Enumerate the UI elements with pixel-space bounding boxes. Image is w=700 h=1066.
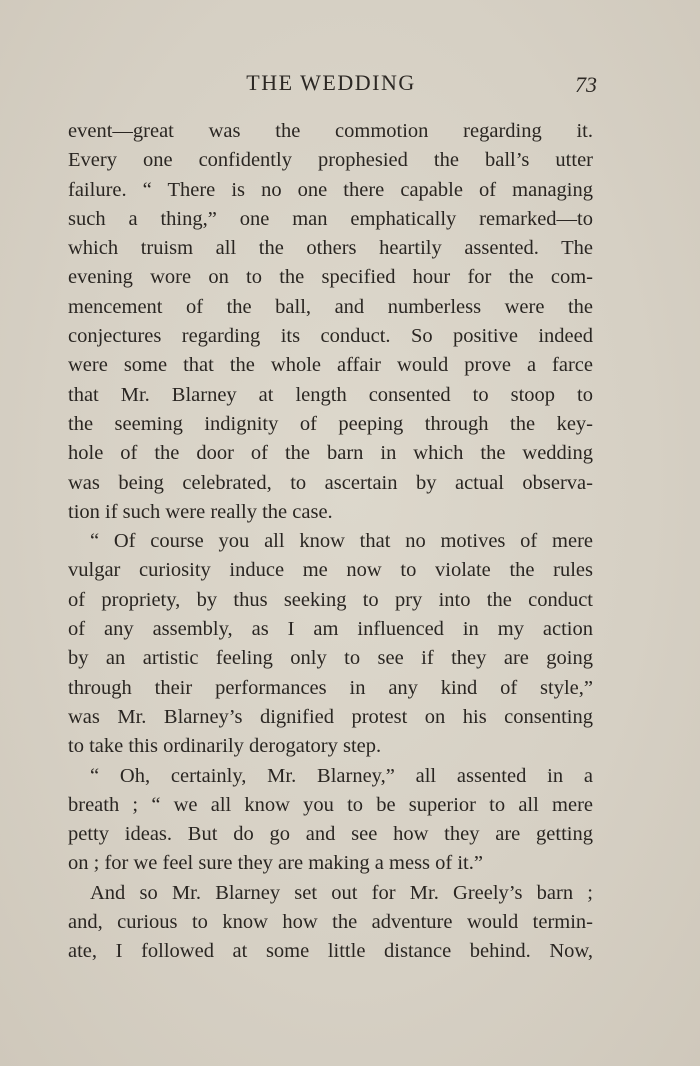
text-line: And so Mr. Blarney set out for Mr. Greely’s barn ; <box>90 881 593 904</box>
text-line: event—great was the commotion regarding it. <box>68 120 593 142</box>
text-line: that Mr. Blarney at length consented to stoop to <box>68 383 593 406</box>
text-line: ate, I followed at some little distance behind. Now, <box>68 940 593 963</box>
text-line: which truism all the others heartily assented. The <box>68 237 593 260</box>
text-line: tion if such were really the case. <box>68 500 333 523</box>
text-line: failure. “ There is no one there capable of managing <box>68 178 593 201</box>
text-line: Every one confidently prophesied the ball’s utter <box>68 149 593 172</box>
text-line: mencement of the ball, and numberless were the <box>68 295 593 318</box>
text-line: evening wore on to the specified hour for the com- <box>68 266 593 289</box>
text-line: through their performances in any kind of style,” <box>68 676 593 699</box>
text-line: vulgar curiosity induce me now to violate the rules <box>68 559 593 582</box>
text-line: breath ; “ we all know you to be superior to all mere <box>68 793 593 816</box>
body-text <box>68 117 593 967</box>
running-title: THE WEDDING <box>246 70 416 95</box>
text-line: petty ideas. But do go and see how they are getting <box>68 823 593 846</box>
text-line: by an artistic feeling only to see if they are going <box>68 647 593 670</box>
text-line: and, curious to know how the adventure would termin- <box>68 911 593 934</box>
text-line: was being celebrated, to ascertain by actual observa- <box>68 471 593 494</box>
text-line: were some that the whole affair would prove a farce <box>68 354 593 377</box>
text-line: of propriety, by thus seeking to pry into the conduct <box>68 588 593 611</box>
text-line: on ; for we feel sure they are making a mess of it.” <box>68 852 483 875</box>
text-line: to take this ordinarily derogatory step. <box>68 735 382 758</box>
text-line: of any assembly, as I am influenced in my action <box>68 618 593 641</box>
running-head <box>0 70 700 98</box>
text-line: was Mr. Blarney’s dignified protest on his consenting <box>68 705 593 728</box>
page-number: 73 <box>575 72 597 97</box>
text-line: “ Oh, certainly, Mr. Blarney,” all assented in a <box>90 764 593 787</box>
text-line: such a thing,” one man emphatically remarked—to <box>68 207 593 230</box>
text-line: the seeming indignity of peeping through the key- <box>68 412 593 435</box>
text-line: “ Of course you all know that no motives of mere <box>90 530 593 553</box>
text-line: conjectures regarding its conduct. So positive indeed <box>68 325 593 348</box>
text-line: hole of the door of the barn in which the wedding <box>68 442 593 465</box>
